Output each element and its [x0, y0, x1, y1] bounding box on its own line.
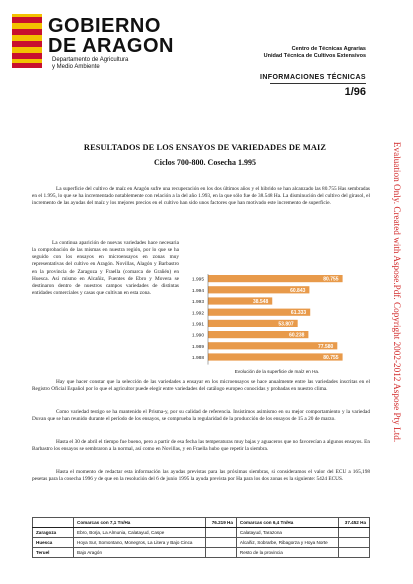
info-label: INFORMACIONES TÉCNICAS — [259, 74, 366, 81]
chart-value-label: 80.755 — [323, 276, 339, 283]
table-header-cell: 76.219 Ha — [206, 518, 237, 528]
table-header-cell — [33, 518, 74, 528]
table-row — [33, 538, 370, 548]
logo-line-1: GOBIERNO — [48, 15, 161, 37]
paragraph-trials: La continua aparición de nuevas variedades hace necesaria la comprobación de las mismas en nuestra región, por lo que se ha seguido con los ensayos en microensayos en zonas muy representativas del cultivo en Aragón. Novillas, Alagón y Barbastro en la provincia de Zaragoza y Fraella (comarca de Grañén) en Huesca. Así mismo en Alcañiz, Fuentes de Ebro y Movera se destinaron dentro de nuestros campos variedades de distintas entidades comerciales y casas que cultivan en esta zona. — [32, 240, 179, 297]
chart-value-label: 38.548 — [252, 299, 269, 305]
centre-name — [248, 46, 366, 60]
table-header-cell: 37.452 Ha — [339, 518, 370, 528]
centre-line-1: Centro de Técnicas Agrarias — [291, 46, 366, 52]
table-cell-region: Huesca — [33, 538, 74, 548]
logo-line-2: DE ARAGON — [48, 35, 174, 57]
department-name — [52, 57, 128, 71]
chart-value-label: 80.755 — [323, 355, 339, 361]
chart-value-label: 61.333 — [290, 310, 307, 317]
table-cell: Bajo Aragón — [74, 548, 206, 558]
logo-title — [48, 16, 174, 56]
info-divider — [270, 83, 366, 84]
table-cell-region: Teruel — [33, 548, 74, 558]
chart-category-label: 1.992 — [191, 311, 204, 317]
table-row — [33, 528, 370, 538]
paragraph-selection: Hay que hacer constar que la selección de las variedades a ensayar en los microensayos se hace anualmente entre las variedades inscritas en el Registro Oficial Español por lo que el agricultor puede elegir entre variedades del catálogo europeo conocidas y probadas en nuestro clima. — [32, 379, 370, 393]
chart-caption: Evolución de la superficie de maíz en Ha. — [234, 369, 320, 374]
table-header-row — [33, 518, 370, 528]
table-cell-region: Zaragoza — [33, 528, 74, 538]
chart-category-label: 1.994 — [191, 288, 204, 294]
watermark-text: Evaluation Only. Created with Aspose.Pdf. Copyright 2002-2012 Aspose Pty Ltd. — [392, 141, 402, 443]
table-row — [33, 548, 370, 558]
chart-value-label: 60.843 — [290, 287, 306, 294]
paragraph-weather: Hasta el 30 de abril el tiempo fue bueno, pero a partir de esa fecha las temperaturas muy bajas y aguaceros que no favorecían a algunos ensayos. En Barbastro los ensayos se sembraron a la normal, así como en Novillas, y en Fraella hubo que repetir la siembra. — [32, 439, 370, 453]
table-cell: Resto de la provincia — [236, 548, 339, 558]
chart-category-label: 1.988 — [191, 356, 204, 362]
paragraph-intro: La superficie del cultivo de maíz en Aragón sufre una recuperación en los dos últimos años y el hibrido se han alcanzado las 80.755 Has sembradas en el 1.995, lo que se ha incrementado notablemente con relación a la del año 1.993, en la que sólo fue de 38.548 Ha. La disminución del cultivo del girasol, el incremento de las ayudas del maíz y los mejores precios en el cultivo han sido unos factores que han motivado este incremento de superficie. — [32, 186, 370, 207]
aragon-flag-logo-icon — [12, 14, 42, 68]
chart-category-label: 1.991 — [191, 322, 204, 328]
table-cell: Hoya Sur, Somontano, Monegros, La Litera y Bajo Cinca — [74, 538, 206, 548]
table-cell — [339, 548, 370, 558]
info-number: 1/96 — [344, 86, 366, 98]
paragraph-control-variety: Como variedad testigo se ha mantenido el Prisma-y, por su calidad de referencia. Insistimos asimismo en su mejor comportamiento y la variedad Duvan que se han reunido durante el período de los ensayos, se comprueba la regularidad de la producción de los ensayos de 15 a 20 de marzo. — [32, 409, 370, 423]
centre-line-2: Unidad Técnica de Cultivos Extensivos — [263, 53, 366, 59]
chart-category-label: 1.990 — [191, 333, 204, 339]
table-cell — [339, 538, 370, 548]
chart-category-label: 1.993 — [191, 300, 204, 306]
subsidy-table — [32, 517, 370, 558]
maize-area-chart — [184, 271, 370, 377]
paragraph-subsidies: Hasta el momento de redactar esta información las ayudas previstas para las próximas siembras, si consideramos el valor del ECU a 165,198 pesetas para la cosecha 1996 y de que en la resolución del 6 de junio 1995 la ayuda prevista por Ha para los dos zonas es la siguiente: 5424 ECUS. — [32, 469, 370, 483]
chart-value-label: 60.238 — [289, 332, 305, 339]
department-line-2: y Medio Ambiente — [52, 64, 100, 70]
table-cell — [339, 528, 370, 538]
table-cell — [206, 548, 237, 558]
document-title: RESULTADOS DE LOS ENSAYOS DE VARIEDADES DE MAIZ — [83, 143, 327, 152]
table-header-cell: Comarcas con 7,1 Tn/Ha — [74, 518, 206, 528]
table-cell: Calatayud, Tarazona — [236, 528, 339, 538]
chart-value-label: 53.807 — [278, 321, 294, 328]
table-cell — [206, 528, 237, 538]
document-subtitle: Ciclos 700-800. Cosecha 1.995 — [154, 158, 256, 167]
chart-value-label: 77.580 — [318, 343, 334, 350]
table-cell: Ebro, Borja, La Almunia, Calatayud, Caspe — [74, 528, 206, 538]
table-header-cell: Comarcas con 6,4 Tn/Ha — [236, 518, 339, 528]
evaluation-watermark — [386, 4, 408, 580]
chart-category-label: 1.989 — [191, 344, 204, 350]
chart-category-label: 1.995 — [191, 277, 204, 283]
table-cell — [206, 538, 237, 548]
department-line-1: Departamento de Agricultura — [52, 57, 129, 63]
table-cell: Alcañiz, Sobrarbe, Ribagorza y Hoya Norte — [236, 538, 339, 548]
